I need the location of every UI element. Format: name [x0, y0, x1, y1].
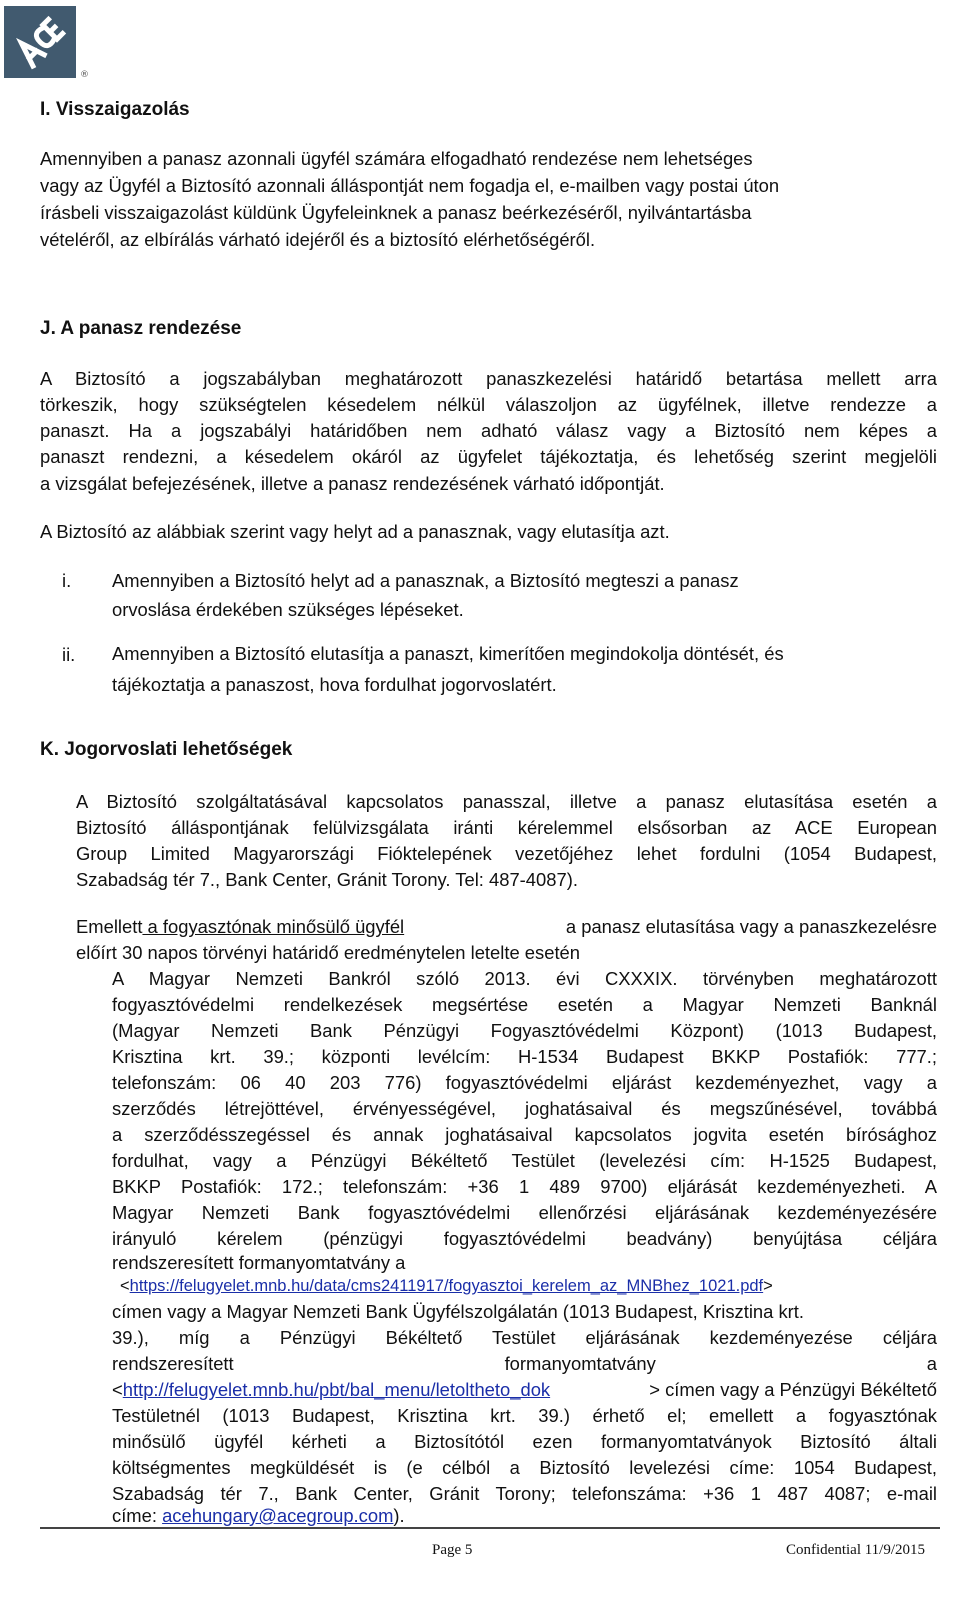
section-j-line: a vizsgálat befejezésének, illetve a panasz rendezésének várható időpontját.: [40, 473, 665, 494]
a-word: a: [926, 1353, 937, 1374]
section-k-line: előírt 30 napos törvényi határidő eredménytelen letelte esetén: [76, 942, 581, 963]
section-i-line: írásbeli visszaigazolást küldünk Ügyfeleinknek a panasz beérkezéséről, nyilvántartásba: [40, 202, 752, 223]
list-item-line: Amennyiben a Biztosító elutasítja a panaszt, kimerítően megindokolja döntését, és: [112, 643, 784, 664]
para2-rest: a panasz elutasítása vagy a panaszkezelésre: [565, 916, 937, 937]
consumer-underlined: a fogyasztónak minősülő ügyfél: [142, 916, 405, 937]
section-j-line: panaszt rendezni, a késedelem okáról az ügyfelet tájékoztatja, és lehetőség szerint megjelöli: [40, 446, 937, 467]
mnb-line: BKKP Postafiók: 172.; telefonszám: +36 1 489 9700) eljárását kezdeményezheti. A: [112, 1176, 937, 1197]
mnb-line: (Magyar Nemzeti Bank Pénzügyi Fogyasztóvédelmi Központ) (1013 Budapest,: [112, 1020, 937, 1041]
section-k-line: A Biztosító szolgáltatásával kapcsolatos panasszal, illetve a panasz elutasítása esetén a: [76, 791, 937, 812]
section-k-line: Szabadság tér 7., Bank Center, Gránit Torony. Tel: 487-4087).: [76, 869, 578, 890]
email-link[interactable]: acehungary@acegroup.com: [162, 1505, 394, 1526]
mnb-line: [112, 1351, 937, 1377]
mnb-form-link-line: [120, 1277, 773, 1296]
email-line: [112, 1505, 405, 1527]
mnb-line: költségmentes megküldését is (e célból a Biztosító levelezési címe: 1054 Budapest,: [112, 1457, 937, 1478]
angle-open: <: [112, 1379, 123, 1400]
rendszeresitett-word: rendszeresített: [112, 1353, 234, 1374]
page-number: Page 5: [432, 1542, 473, 1558]
mnb-line: minősülő ügyfél kérheti a Biztosítótól ezen formanyomtatványok Biztosító általi: [112, 1431, 937, 1452]
list-marker: i.: [62, 570, 72, 591]
section-j-intro: A Biztosító az alábbiak szerint vagy helyt ad a panasznak, vagy elutasítja azt.: [40, 521, 670, 542]
ace-logo-mark: [4, 6, 76, 78]
pbt-form-link[interactable]: http://felugyelet.mnb.hu/pbt/bal_menu/letoltheto_dok: [122, 1379, 551, 1400]
footer-rule: [40, 1527, 940, 1529]
email-suffix: ).: [393, 1505, 405, 1526]
mnb-form-link[interactable]: https://felugyelet.mnb.hu/data/cms2411917/fogyasztoi_kerelem_az_MNBhez_1021.pdf: [129, 1277, 764, 1295]
mnb-line: irányuló kérelem (pénzügyi fogyasztóvédelmi beadvány) benyújtása céljára: [112, 1228, 937, 1249]
section-j-line: panaszt. Ha a jogszabályi határidőben nem adható válasz vagy a Biztosító nem képes a: [40, 420, 937, 441]
pbt-link-after: > címen vagy a Pénzügyi Békéltető: [649, 1379, 937, 1400]
mnb-line: címen vagy a Magyar Nemzeti Bank Ügyfélszolgálatán (1013 Budapest, Krisztina krt.: [112, 1301, 805, 1322]
emellett-word: Emellett: [76, 916, 143, 937]
angle-open: <: [120, 1277, 130, 1295]
list-marker: ii.: [62, 644, 76, 665]
list-item-line: Amennyiben a Biztosító helyt ad a panasznak, a Biztosító megteszi a panasz: [112, 570, 739, 591]
emellett-text: [76, 914, 404, 940]
ace-logo: [4, 6, 76, 78]
mnb-line: rendszeresített formanyomtatvány a: [112, 1252, 406, 1273]
mnb-line: telefonszám: 06 40 203 776) fogyasztóvédelmi eljárást kezdeményezhet, vagy a: [112, 1072, 937, 1093]
section-j-heading: J. A panasz rendezése: [40, 318, 242, 339]
email-prefix: címe:: [112, 1505, 163, 1526]
mnb-line: fogyasztóvédelmi rendelkezések megsértése esetén a Magyar Nemzeti Banknál: [112, 994, 937, 1015]
section-k-heading: K. Jogorvoslati lehetőségek: [40, 739, 293, 760]
list-item-line: tájékoztatja a panaszost, hova fordulhat jogorvoslatért.: [112, 674, 557, 695]
mnb-line: 39.), míg a Pénzügyi Békéltető Testület eljárásának kezdeményezése céljára: [112, 1327, 937, 1348]
mnb-line: a szerződésszegéssel és annak joghatásaival kapcsolatos jogvita esetén bírósághoz: [112, 1124, 937, 1145]
section-i-line: Amennyiben a panasz azonnali ügyfél számára elfogadható rendezése nem lehetséges: [40, 148, 753, 169]
angle-close: >: [763, 1277, 773, 1295]
section-i-line: vételéről, az elbírálás várható idejéről és a biztosító elérhetőségéről.: [40, 229, 596, 250]
section-k-line: [76, 914, 937, 940]
section-i-heading: I. Visszaigazolás: [40, 99, 190, 120]
section-i-line: vagy az Ügyfél a Biztosító azonnali álláspontját nem fogadja el, e-mailben vagy postai úton: [40, 175, 780, 196]
mnb-line: Krisztina krt. 39.; központi levélcím: H-1534 Budapest BKKP Postafiók: 777.;: [112, 1046, 937, 1067]
mnb-line: A Magyar Nemzeti Bankról szóló 2013. évi CXXXIX. törvényben meghatározott: [112, 968, 937, 989]
section-j-line: törkeszik, hogy szükségtelen késedelem nélkül válaszoljon az ügyfélnek, illetve rendezze a: [40, 394, 937, 415]
section-k-line: Group Limited Magyarországi Fióktelepének vezetőjéhez lehet fordulni (1054 Budapest,: [76, 843, 937, 864]
mnb-line: fordulhat, vagy a Pénzügyi Békéltető Testület (levelezési cím: H-1525 Budapest,: [112, 1150, 937, 1171]
pbt-link-line: [112, 1377, 937, 1403]
confidential-label: Confidential 11/9/2015: [786, 1542, 926, 1558]
formanyomtatvany-word: formanyomtatvány: [504, 1353, 656, 1374]
pbt-link-wrap: [112, 1377, 550, 1403]
registered-mark: ®: [80, 70, 89, 80]
section-k-line: Biztosító álláspontjának felülvizsgálata iránti kérelemmel elsősorban az ACE European: [76, 817, 937, 838]
section-j-line: A Biztosító a jogszabályban meghatározott panaszkezelési határidő betartása mellett arra: [40, 368, 937, 389]
list-item-line: orvoslása érdekében szükséges lépéseket.: [112, 599, 464, 620]
mnb-line: Magyar Nemzeti Bank fogyasztóvédelmi ellenőrzési eljárásának kezdeményezésére: [112, 1202, 937, 1223]
mnb-line: Testületnél (1013 Budapest, Krisztina krt. 39.) érhető el; emellett a fogyasztónak: [112, 1405, 937, 1426]
mnb-line: Szabadság tér 7., Bank Center, Gránit Torony; telefonszáma: +36 1 487 4087; e-mail: [112, 1483, 937, 1504]
mnb-line: szerződés létrejöttével, érvényességével, joghatásaival és megszűnésével, továbbá: [112, 1098, 937, 1119]
